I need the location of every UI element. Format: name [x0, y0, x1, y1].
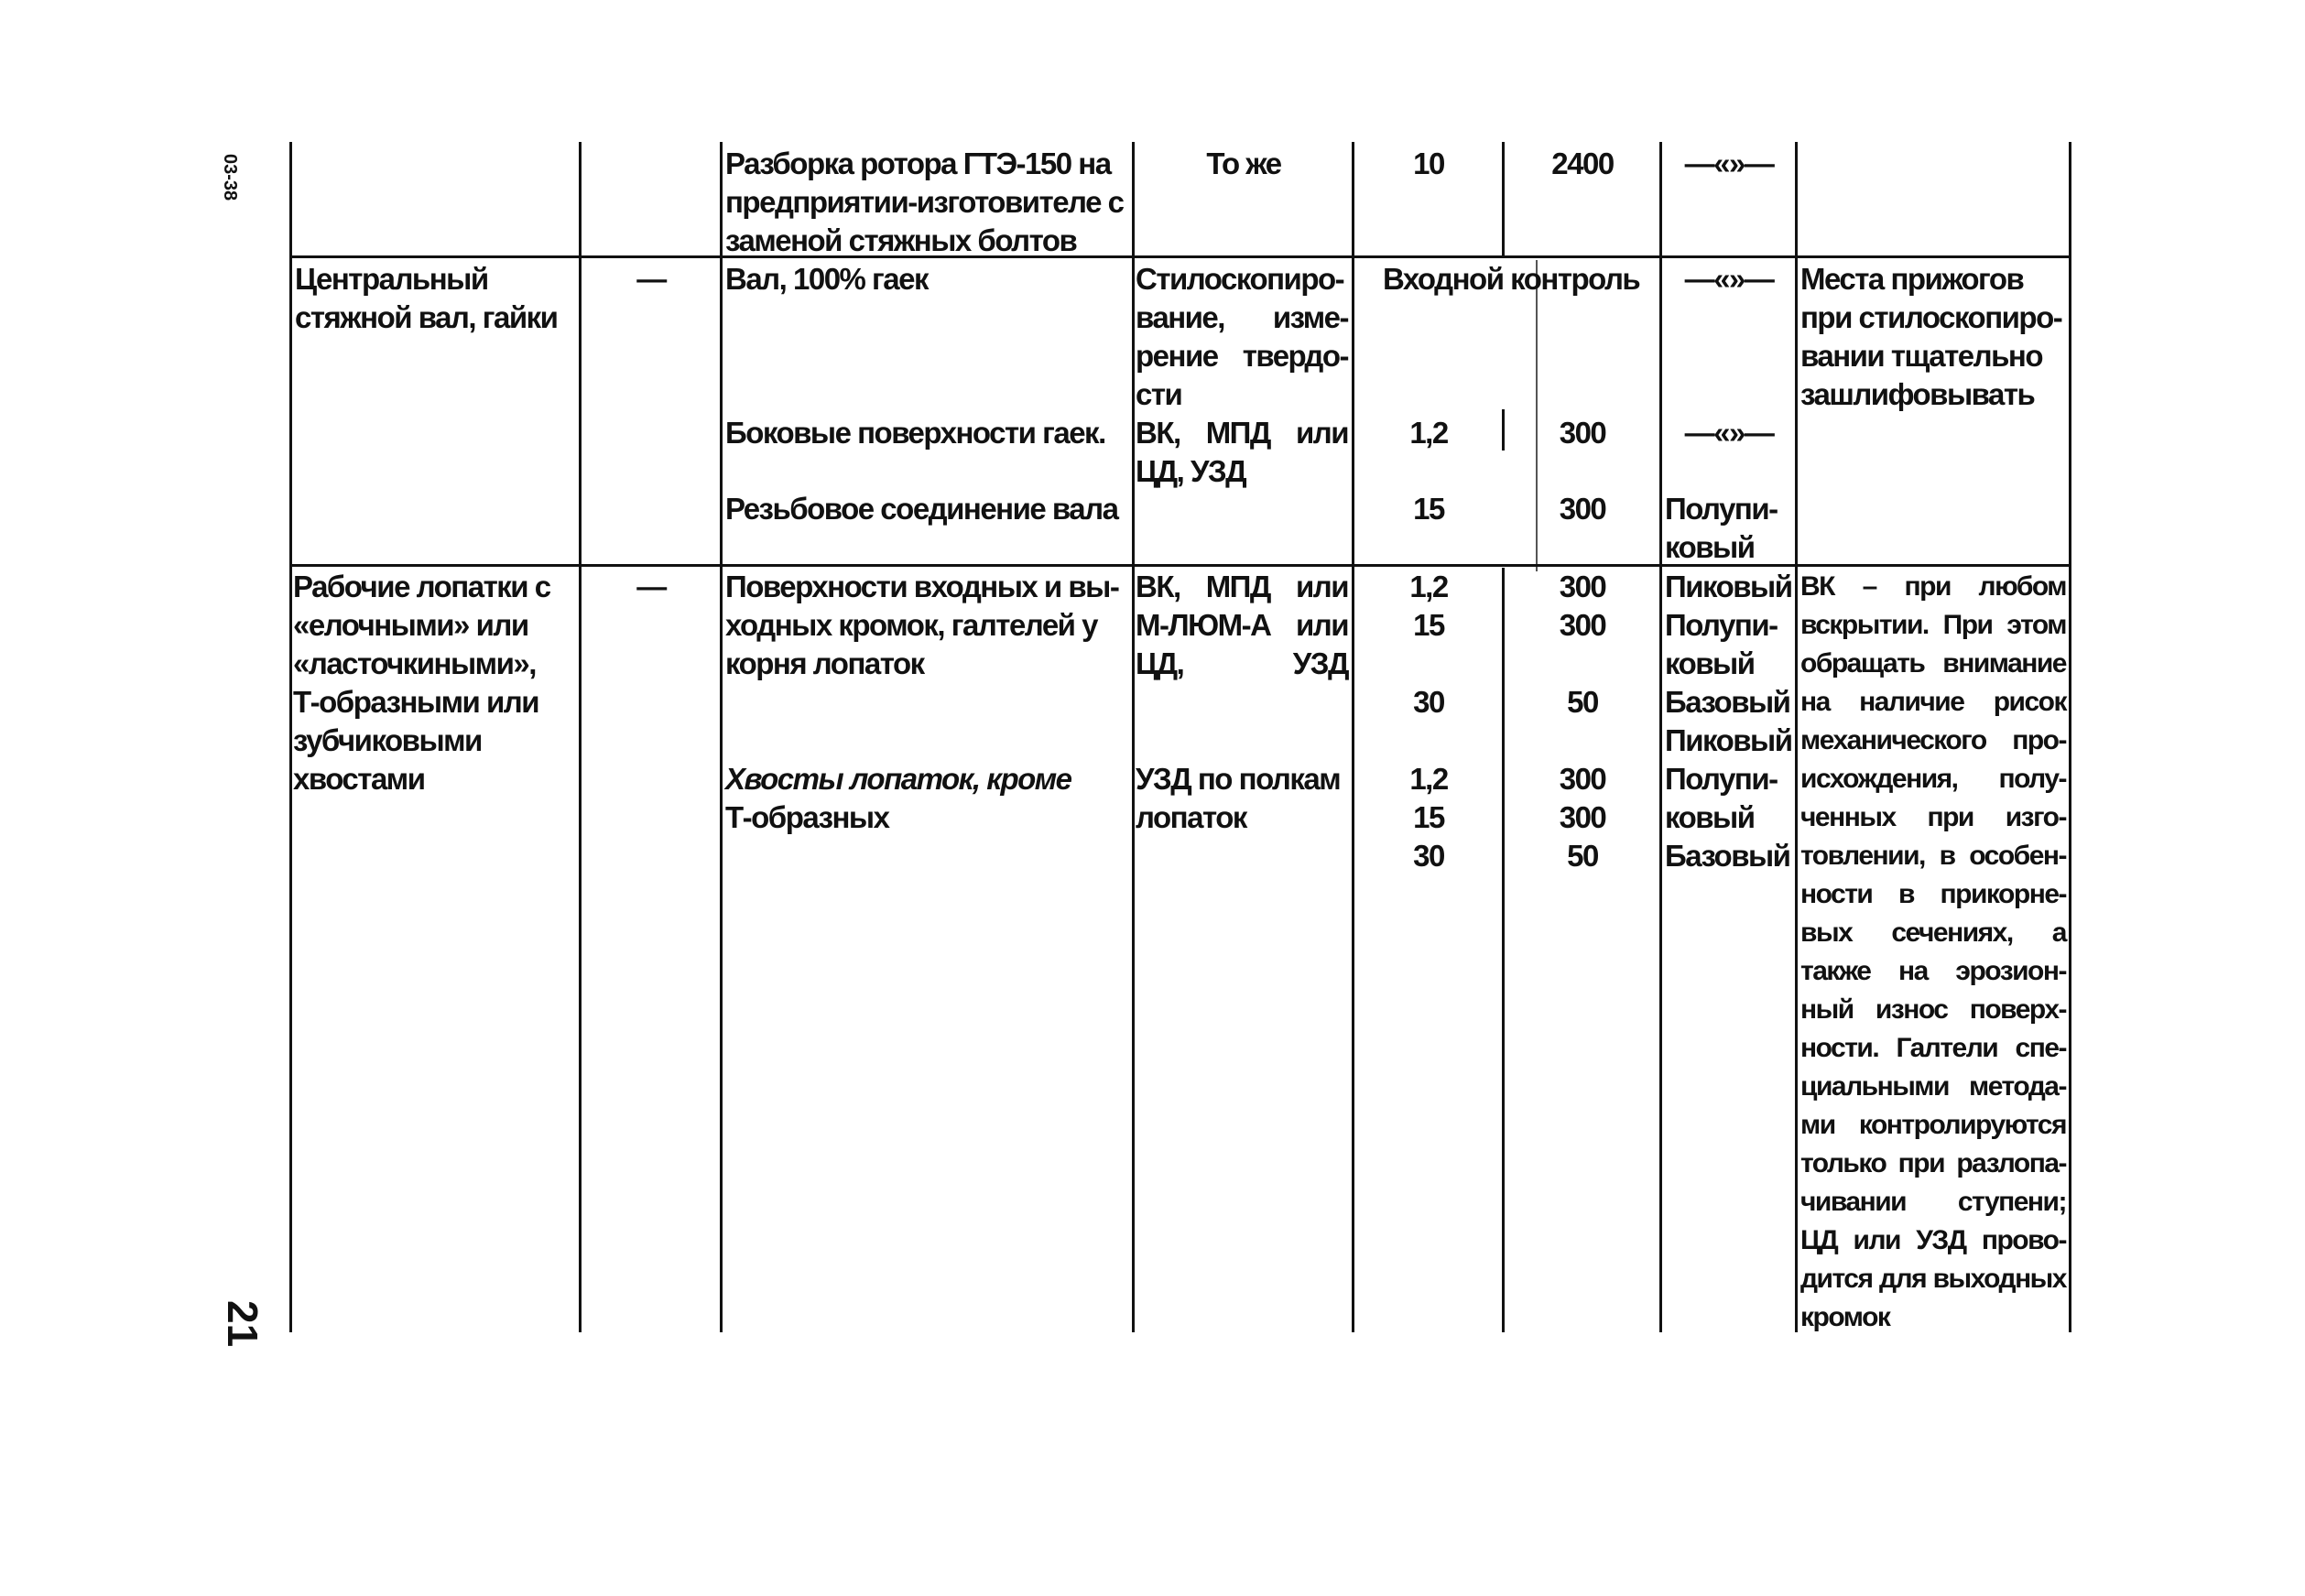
value-cell: 10: [1413, 147, 1444, 180]
table-rule: [289, 564, 2071, 567]
type-cell: —«»—: [1684, 262, 1774, 296]
note-text: ВК – при любом вскрытии. При этом обращать внимание на наличие рисок механического про- исхождения, полу- ченных при изго- товлении, в особен- ности в прикорне- вых сечениях, а также на эрозион- ный износ поверх- ности. Галтели спе- циальными метода- ми контролируются только при разлопа- чивании ступени; ЦД или УЗД прово- дится для выходных кромок: [1800, 571, 2066, 1332]
value-column: 1,2 15 30: [1409, 762, 1448, 873]
table-rule: [1502, 568, 1505, 1332]
dash-cell: —: [636, 570, 666, 603]
table-rule: [720, 142, 723, 1332]
value-cell: 15: [1413, 492, 1444, 526]
table-rule: [1502, 142, 1505, 255]
note-text: Места прижогов при стилоскопиро- вании тщательно зашлифовывать: [1800, 262, 2062, 411]
table-rule: [1659, 142, 1662, 1332]
page-number: 21: [219, 1300, 266, 1348]
merged-value-cell: Входной контроль: [1383, 262, 1640, 296]
zone-text: Хвосты лопаток, кроме Т-образных: [725, 762, 1071, 834]
table-rule: [1795, 142, 1798, 1332]
method-text: ВК, МПД или М-ЛЮМ-А или ЦД, УЗД: [1136, 570, 1348, 680]
table-rule: [1502, 409, 1505, 451]
type-column: Пиковый Полупи- ковый Базовый Пиковый: [1665, 570, 1792, 757]
method-text: УЗД по полкам лопаток: [1136, 762, 1341, 834]
table-rule: [1352, 142, 1354, 1332]
value-cell: 300: [1559, 416, 1606, 450]
value-cell: 1,2: [1409, 416, 1448, 450]
table-rule: [579, 142, 582, 1332]
table-rule: [289, 142, 292, 1332]
table-rule: [289, 255, 2071, 258]
document-code: 03-38: [220, 154, 240, 201]
method-text: ВК, МПД или ЦД, УЗД: [1136, 416, 1348, 488]
dash-cell: —: [636, 262, 666, 296]
object-text: Центральный стяжной вал, гайки: [295, 262, 558, 334]
value-cell: 2400: [1551, 147, 1614, 180]
value-column: 300 300 50: [1559, 570, 1606, 719]
zone-text: Боковые поверхности гаек.: [725, 416, 1105, 450]
object-text: Рабочие лопатки с «елочными» или «ласточкиными», Т-образными или зубчиковыми хвостами: [293, 570, 550, 796]
type-column: Полупи- ковый Базовый: [1665, 762, 1790, 873]
value-cell: 300: [1559, 492, 1606, 526]
table-rule: [2069, 142, 2071, 1332]
zone-text: Поверхности входных и вы- ходных кромок, галтелей у корня лопаток: [725, 570, 1119, 680]
method-text: То же: [1206, 147, 1281, 180]
table-rule: [1132, 142, 1135, 1332]
type-cell: Полупи- ковый: [1665, 492, 1778, 564]
zone-text: Разборка ротора ГТЭ-150 на предприятии-изготовителе с заменой стяжных болтов: [725, 147, 1124, 257]
zone-text: Вал, 100% гаек: [725, 262, 929, 296]
value-column: 300 300 50: [1559, 762, 1606, 873]
value-column: 1,2 15 30: [1409, 570, 1448, 719]
method-text: Стилоскопиро- вание, изме- рение твердо- сти: [1136, 262, 1348, 411]
zone-text: Резьбовое соединение вала: [725, 492, 1118, 526]
type-cell: —«»—: [1684, 147, 1774, 180]
type-cell: —«»—: [1684, 416, 1774, 450]
